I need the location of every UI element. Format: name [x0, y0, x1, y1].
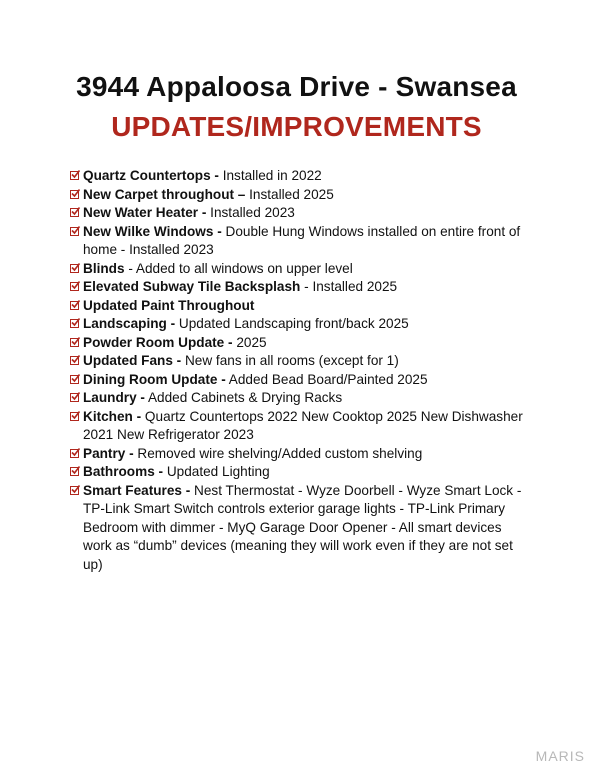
item-label: Powder Room Update -: [83, 334, 233, 350]
item-text: New fans in all rooms (except for 1): [181, 353, 399, 368]
maris-watermark: MARIS: [535, 748, 585, 764]
item-label: Landscaping -: [83, 316, 176, 331]
item-text: - Installed 2025: [300, 279, 398, 294]
list-item: [70, 334, 530, 353]
item-text: Quartz Countertops 2022 New Cooktop 2025 New Dishwasher 2021 New Refrigerator 2023: [83, 408, 523, 442]
item-label: Dining Room Update -: [83, 371, 226, 387]
list-item: [70, 315, 530, 334]
checked-box-icon: [70, 412, 79, 421]
page-subtitle: UPDATES/IMPROVEMENTS: [111, 111, 482, 142]
list-item: [70, 204, 530, 223]
item-text: Added Bead Board/Painted 2025: [225, 371, 428, 387]
checked-box-icon: [70, 301, 79, 310]
list-item: [70, 445, 530, 464]
item-text: Added Cabinets & Drying Racks: [144, 390, 343, 405]
list-item: [70, 408, 530, 445]
list-item: [70, 260, 530, 279]
checked-box-icon: [70, 338, 79, 347]
page-title: 3944 Appaloosa Drive - Swansea: [76, 71, 517, 102]
checked-box-icon: [70, 227, 79, 236]
checked-box-icon: [70, 171, 79, 180]
list-item: [70, 463, 530, 482]
item-label: Elevated Subway Tile Backsplash: [83, 279, 301, 294]
item-text: Installed in 2022: [218, 168, 322, 183]
list-item: [70, 167, 530, 186]
checked-box-icon: [70, 393, 79, 402]
item-label: Bathrooms -: [83, 464, 164, 479]
item-label: Updated Paint Throughout: [83, 297, 255, 313]
item-text: Nest Thermostat - Wyze Doorbell - Wyze Smart Lock - TP-Link Smart Switch controls exterior garage lights - TP-Link Primary Bedroom with dimmer - MyQ Garage Door Opener - All smart devices work as “dumb” devices (meaning they will work even if they are not set up): [83, 482, 522, 572]
item-text: Installed 2025: [245, 186, 334, 202]
item-label: New Carpet throughout –: [83, 186, 246, 202]
item-text: Installed 2023: [206, 205, 295, 220]
list-item: [70, 482, 530, 575]
improvements-list: [70, 167, 530, 574]
item-label: Laundry -: [83, 390, 145, 405]
list-item: [70, 278, 530, 297]
item-label: Kitchen -: [83, 408, 142, 424]
item-text: - Added to all windows on upper level: [124, 260, 353, 276]
checked-box-icon: [70, 449, 79, 458]
checked-box-icon: [70, 264, 79, 273]
checked-box-icon: [70, 375, 79, 384]
item-label: Blinds: [83, 260, 125, 276]
item-text: Double Hung Windows installed on entire front of home - Installed 2023: [83, 223, 521, 257]
item-text: Updated Lighting: [163, 464, 270, 479]
checked-box-icon: [70, 356, 79, 365]
item-label: Smart Features -: [83, 482, 191, 498]
list-item: [70, 352, 530, 371]
checked-box-icon: [70, 319, 79, 328]
list-item: [70, 186, 530, 205]
checked-box-icon: [70, 467, 79, 476]
list-item: [70, 371, 530, 390]
item-label: New Water Heater -: [83, 205, 207, 220]
item-label: New Wilke Windows -: [83, 223, 222, 239]
checked-box-icon: [70, 208, 79, 217]
item-text: Updated Landscaping front/back 2025: [175, 316, 409, 331]
item-label: Quartz Countertops -: [83, 168, 219, 183]
list-item: [70, 223, 530, 260]
item-label: Updated Fans -: [83, 353, 182, 368]
checked-box-icon: [70, 282, 79, 291]
item-text: Removed wire shelving/Added custom shelving: [133, 445, 423, 461]
checked-box-icon: [70, 486, 79, 495]
item-text: 2025: [232, 334, 267, 350]
list-item: [70, 297, 530, 316]
list-item: [70, 389, 530, 408]
checked-box-icon: [70, 190, 79, 199]
item-label: Pantry -: [83, 445, 134, 461]
